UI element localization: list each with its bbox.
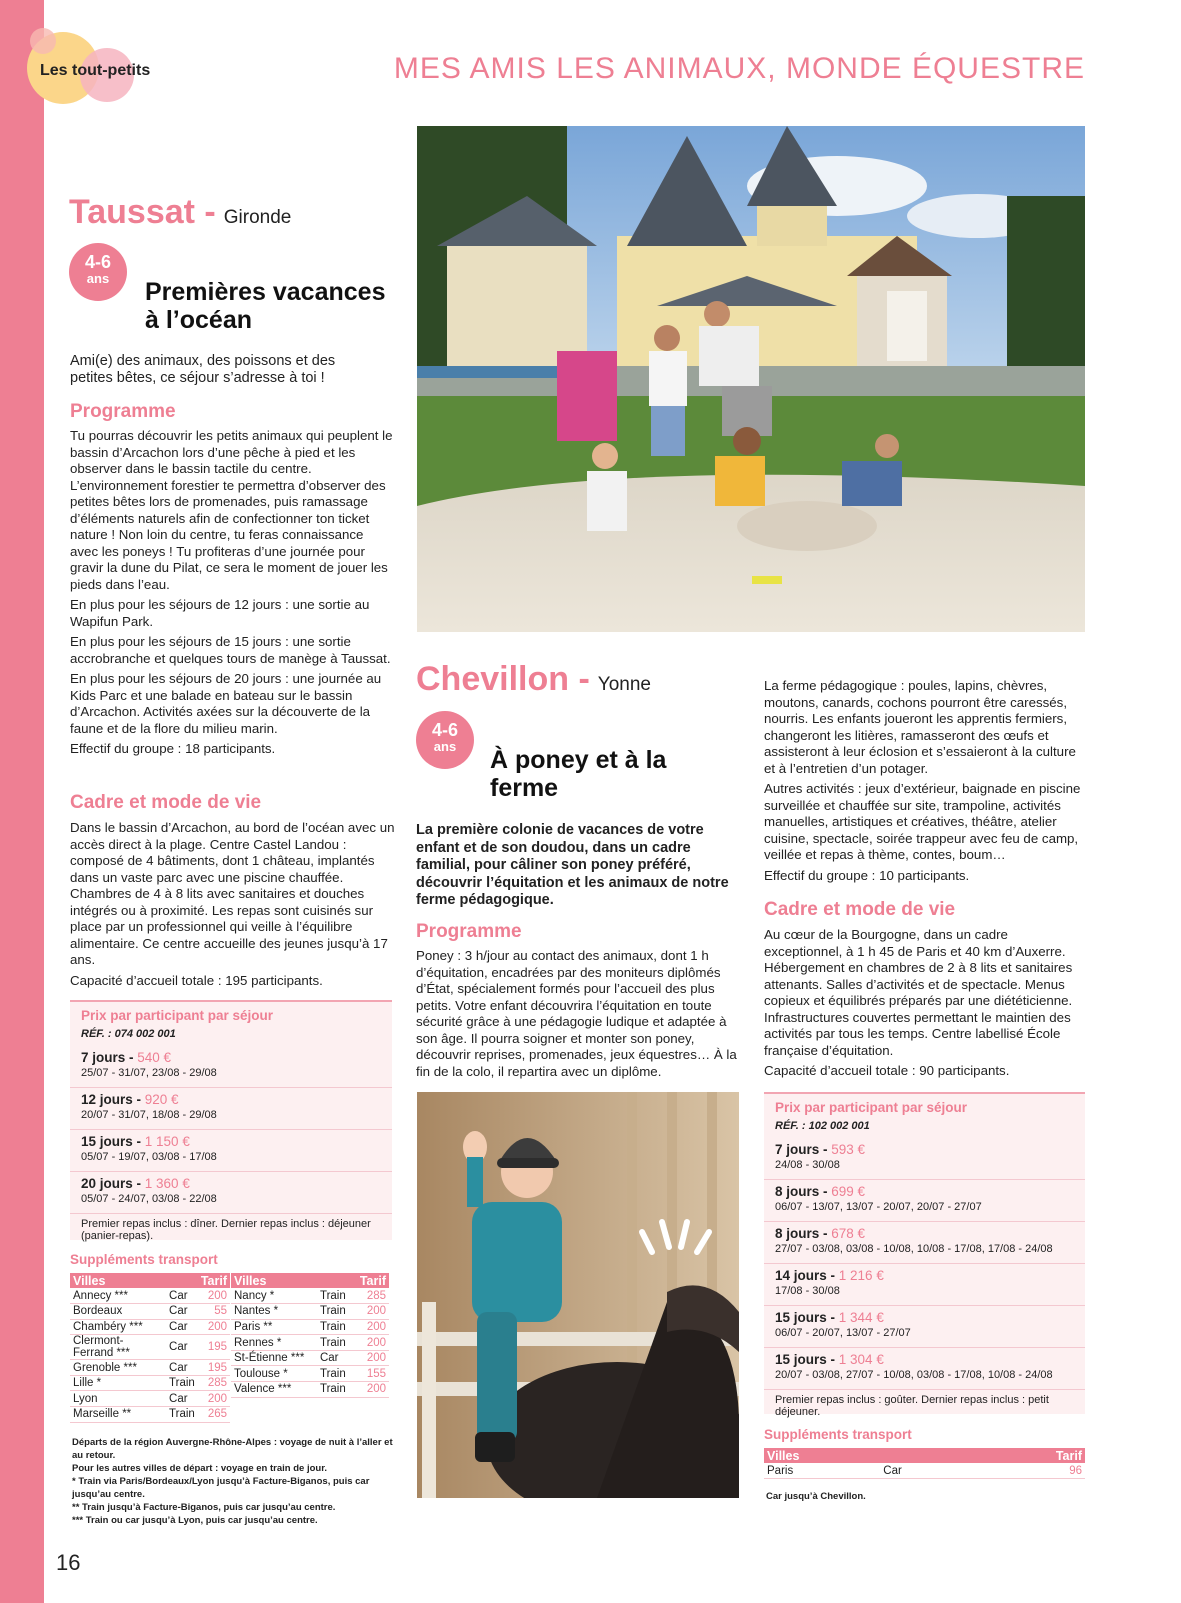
transport-row	[231, 1319, 389, 1335]
transport-row	[70, 1288, 230, 1304]
footnote: ** Train jusqu’à Facture-Biganos, puis car jusqu’au centre.	[72, 1502, 336, 1513]
transport-mode: Train	[317, 1335, 353, 1351]
age-unit: ans	[433, 739, 457, 754]
transport-price: 200	[353, 1350, 389, 1366]
dates: 06/07 - 20/07, 13/07 - 27/07	[775, 1327, 911, 1339]
transport-footnotes	[72, 1436, 402, 1527]
transport-row	[70, 1360, 230, 1376]
transport-city: Grenoble ***	[70, 1360, 166, 1376]
transport-city: Marseille **	[70, 1407, 166, 1423]
region-name: Yonne	[597, 674, 651, 695]
transport-row	[231, 1304, 389, 1320]
chevillon-activities-text	[764, 678, 1086, 888]
price-row	[764, 1138, 1085, 1180]
transport-city: Paris **	[231, 1319, 317, 1335]
price-row	[70, 1046, 392, 1088]
taussat-cadre-heading: Cadre et mode de vie	[70, 792, 262, 813]
transport-price: 200	[353, 1335, 389, 1351]
transport-price: 96	[969, 1463, 1085, 1479]
transport-mode: Car	[166, 1304, 198, 1320]
transport-mode: Train	[166, 1407, 198, 1423]
transport-price: 55	[198, 1304, 230, 1320]
chevillon-town-title	[416, 660, 651, 699]
transport-mode: Car	[166, 1319, 198, 1335]
transport-price: 195	[198, 1360, 230, 1376]
transport-price: 285	[353, 1288, 389, 1304]
transport-row	[231, 1350, 389, 1366]
page-number: 16	[56, 1550, 81, 1575]
meal-note: Premier repas inclus : goûter. Dernier repas inclus : petit déjeuner.	[775, 1394, 1049, 1418]
transport-price: 200	[353, 1319, 389, 1335]
footnote: *** Train ou car jusqu’à Lyon, puis car jusqu’au centre.	[72, 1515, 318, 1526]
farm-paragraph: La ferme pédagogique : poules, lapins, chèvres, moutons, canards, cochons pourront être caressés, nourris. Les enfants joueront les apprentis fermiers, changeront les litières, ramasseront des œufs et assisteront à leur éclosion et s’essaieront à la culture et à l’entretien d’un potager.	[764, 678, 1076, 776]
footnote: Pour les autres villes de départ : voyage en train de jour.	[72, 1463, 328, 1474]
taussat-transport-heading: Suppléments transport	[70, 1252, 218, 1267]
transport-table-right	[231, 1273, 389, 1398]
age-range: 4-6	[84, 252, 111, 272]
transport-row	[70, 1304, 230, 1320]
transport-price: 155	[353, 1366, 389, 1382]
transport-row	[70, 1407, 230, 1423]
price: 593 €	[831, 1142, 866, 1157]
transport-city: Lyon	[70, 1391, 166, 1407]
dates: 17/08 - 30/08	[775, 1285, 840, 1297]
transport-row	[231, 1335, 389, 1351]
transport-row	[231, 1382, 389, 1398]
photo-children-castle	[417, 126, 1085, 632]
col-city: Villes	[764, 1448, 969, 1463]
price: 699 €	[831, 1184, 866, 1199]
transport-row	[231, 1288, 389, 1304]
duration: 8 jours -	[775, 1226, 832, 1241]
chevillon-programme-heading: Programme	[416, 921, 522, 942]
col-price: Tarif	[198, 1273, 230, 1288]
transport-mode: Car	[166, 1288, 198, 1304]
age-range: 4-6	[431, 720, 458, 740]
price-row	[70, 1130, 392, 1172]
taussat-town-title	[69, 193, 291, 232]
price-ref: RÉF. : 102 002 001	[775, 1120, 870, 1132]
price-row	[70, 1088, 392, 1130]
duration: 20 jours -	[81, 1176, 145, 1191]
duration: 7 jours -	[81, 1050, 138, 1065]
transport-row	[70, 1391, 230, 1407]
decorative-bubble	[30, 28, 56, 54]
col-city: Villes	[231, 1273, 353, 1288]
dates: 24/08 - 30/08	[775, 1159, 840, 1171]
dates: 05/07 - 24/07, 03/08 - 22/08	[81, 1193, 217, 1205]
chevillon-intro: La première colonie de vacances de votre enfant et de son doudou, dans un cadre familial, pour câliner son poney préféré, découvrir l’équitation et les animaux de notre ferme pédagogique.	[416, 822, 729, 908]
dates: 27/07 - 03/08, 03/08 - 10/08, 10/08 - 17/08, 17/08 - 24/08	[775, 1243, 1053, 1255]
group-size: Effectif du groupe : 10 participants.	[764, 867, 970, 883]
transport-row	[764, 1463, 1085, 1479]
transport-city: Annecy ***	[70, 1288, 166, 1304]
price: 540 €	[137, 1050, 172, 1065]
duration: 12 jours -	[81, 1092, 145, 1107]
taussat-cadre-text	[70, 820, 395, 993]
dates: 05/07 - 19/07, 03/08 - 17/08	[81, 1151, 217, 1163]
transport-mode: Train	[317, 1366, 353, 1382]
dates: 06/07 - 13/07, 13/07 - 20/07, 20/07 - 27/07	[775, 1201, 982, 1213]
photo-children-castle-illustration	[417, 126, 1085, 632]
duration: 8 jours -	[775, 1184, 832, 1199]
programme-paragraph: En plus pour les séjours de 20 jours : une journée au Kids Parc et une balade en bateau sur le bassin d’Arcachon. Activités axées sur la découverte de la faune et de la flore du milieu marin.	[70, 671, 382, 736]
meal-note: Premier repas inclus : dîner. Dernier repas inclus : déjeuner (panier-repas).	[81, 1218, 371, 1242]
chevillon-transport-heading: Suppléments transport	[764, 1427, 912, 1442]
price-row	[764, 1264, 1085, 1306]
transport-city: Valence ***	[231, 1382, 317, 1398]
price-ref: RÉF. : 074 002 001	[81, 1028, 176, 1040]
transport-price: 195	[198, 1335, 230, 1360]
transport-mode: Car	[166, 1360, 198, 1376]
region-name: Gironde	[223, 207, 292, 228]
age-badge	[416, 711, 474, 769]
price: 1 150 €	[144, 1134, 190, 1149]
transport-city: Chambéry ***	[70, 1319, 166, 1335]
transport-city: Nancy *	[231, 1288, 317, 1304]
transport-price: 285	[198, 1375, 230, 1391]
transport-table-left	[70, 1273, 230, 1423]
transport-row	[70, 1375, 230, 1391]
transport-price: 200	[353, 1382, 389, 1398]
dates: 25/07 - 31/07, 23/08 - 29/08	[81, 1067, 217, 1079]
page-title: MES AMIS LES ANIMAUX, MONDE ÉQUESTRE	[393, 52, 1085, 85]
dates: 20/07 - 31/07, 18/08 - 29/08	[81, 1109, 217, 1121]
transport-city: Nantes *	[231, 1304, 317, 1320]
chevillon-programme-text: Poney : 3 h/jour au contact des animaux, dont 1 h d’équitation, encadrées par des moniteurs diplômés d’État, spécialement formés pour l’accueil des plus petits. Votre enfant découvrira l’équitation en toute sécurité grâce à une pédagogie ludique et adaptée à son âge. Il pourra soigner et monter son poney, découvrir reprises, promenades, jeux équestres… À la fin de la colo, il repartira avec un diplôme.	[416, 948, 737, 1079]
activities-paragraph: Autres activités : jeux d’extérieur, baignade en piscine surveillée et chauffée sur site, trampoline, activités manuelles, artistiques et créatives, théâtre, atelier cuisine, spectacle, soirée trappeur avec feu de camp, veillée et repas à thème, contes, boum…	[764, 781, 1081, 862]
chevillon-cadre-heading: Cadre et mode de vie	[764, 899, 956, 920]
transport-mode: Car	[880, 1463, 969, 1479]
programme-paragraph: En plus pour les séjours de 15 jours : une sortie accrobranche et quelques tours de manège à Taussat.	[70, 634, 391, 666]
transport-mode: Train	[317, 1382, 353, 1398]
town-name: Chevillon -	[416, 660, 590, 698]
duration: 15 jours -	[81, 1134, 145, 1149]
transport-price: 265	[198, 1407, 230, 1423]
price-title: Prix par participant par séjour	[81, 1008, 274, 1023]
age-badge	[69, 243, 127, 301]
capacity: Capacité d’accueil totale : 90 participants.	[764, 1063, 1010, 1078]
price: 1 304 €	[838, 1352, 884, 1367]
transport-mode: Car	[317, 1350, 353, 1366]
price-row	[764, 1180, 1085, 1222]
price-row	[764, 1222, 1085, 1264]
taussat-programme-heading: Programme	[70, 401, 176, 422]
category-label: Les tout-petits	[40, 62, 151, 79]
duration: 14 jours -	[775, 1268, 839, 1283]
duration: 15 jours -	[775, 1352, 839, 1367]
col-price: Tarif	[969, 1448, 1085, 1463]
price-row	[70, 1172, 392, 1214]
cadre-paragraph: Au cœur de la Bourgogne, dans un cadre exceptionnel, à 1 h 45 de Paris et 40 km d’Auxerre. Hébergement en chambres de 2 à 8 lits et sanitaires attenants. Salles d’activités et de spectacle. Menus copieux et équilibrés préparés par une diététicienne. Infrastructures couvertes permettant le maintien des activités par tous les temps. Centre labellisé École française d’équitation.	[764, 927, 1073, 1058]
transport-row	[70, 1319, 230, 1335]
chevillon-cadre-text	[764, 927, 1086, 1084]
taussat-intro: Ami(e) des animaux, des poissons et des petites bêtes, ce séjour s’adresse à toi !	[70, 353, 336, 386]
transport-city: Clermont-Ferrand ***	[70, 1335, 166, 1360]
price: 920 €	[144, 1092, 179, 1107]
chevillon-subtitle: À poney et à la ferme	[490, 746, 667, 802]
transport-mode: Car	[166, 1391, 198, 1407]
transport-price: 200	[198, 1319, 230, 1335]
price: 1 216 €	[838, 1268, 884, 1283]
transport-city: Toulouse *	[231, 1366, 317, 1382]
footnote: * Train via Paris/Bordeaux/Lyon jusqu’à Facture-Biganos, puis car jusqu’au centre.	[72, 1476, 370, 1500]
price-row	[764, 1348, 1085, 1390]
chevillon-transport-note: Car jusqu’à Chevillon.	[766, 1491, 866, 1502]
taussat-price-box	[70, 1000, 392, 1240]
transport-mode: Train	[317, 1304, 353, 1320]
chevillon-transport-table	[764, 1448, 1085, 1479]
col-price: Tarif	[353, 1273, 389, 1288]
chevillon-price-box	[764, 1092, 1085, 1418]
page-sidebar-stripe	[0, 0, 44, 1603]
transport-mode: Car	[166, 1335, 198, 1360]
taussat-programme-text	[70, 428, 395, 762]
duration: 7 jours -	[775, 1142, 832, 1157]
capacity: Capacité d’accueil totale : 195 participants.	[70, 972, 323, 988]
transport-row	[70, 1335, 230, 1360]
programme-paragraph: Tu pourras découvrir les petits animaux qui peuplent le bassin d’Arcachon lors d’une pêche à pied et les observer dans le bassin tactile du centre. L’environnement forestier te permettra d’observer des petites bêtes lors de promenades, puis ramassage d’éléments naturels afin de confectionner ton ticket nature ! Non loin du centre, tu feras connaissance avec les poneys ! Tu profiteras d’une journée pour gravir la dune du Pilat, ce sera le moment de jouer les pieds dans l’eau.	[70, 428, 393, 592]
age-unit: ans	[86, 271, 110, 286]
photo-child-on-pony-illustration	[417, 1092, 739, 1498]
transport-mode: Train	[317, 1319, 353, 1335]
price: 678 €	[831, 1226, 866, 1241]
town-name: Taussat -	[69, 193, 216, 231]
price: 1 344 €	[838, 1310, 884, 1325]
transport-mode: Train	[166, 1375, 198, 1391]
price-row	[764, 1306, 1085, 1348]
price: 1 360 €	[144, 1176, 190, 1191]
transport-city: Lille *	[70, 1375, 166, 1391]
transport-price: 200	[198, 1391, 230, 1407]
taussat-subtitle: Premières vacances à l’océan	[145, 278, 386, 334]
transport-mode: Train	[317, 1288, 353, 1304]
col-city: Villes	[70, 1273, 198, 1288]
duration: 15 jours -	[775, 1310, 839, 1325]
group-size: Effectif du groupe : 18 participants.	[70, 741, 276, 756]
transport-price: 200	[353, 1304, 389, 1320]
programme-paragraph: En plus pour les séjours de 12 jours : une sortie au Wapifun Park.	[70, 597, 370, 629]
transport-city: Rennes *	[231, 1335, 317, 1351]
footnote: Départs de la région Auvergne-Rhône-Alpes : voyage de nuit à l’aller et au retour.	[72, 1437, 393, 1461]
photo-child-on-pony	[417, 1092, 739, 1498]
cadre-paragraph: Dans le bassin d’Arcachon, au bord de l’océan avec un accès direct à la plage. Centre Castel Landou : composé de 4 bâtiments, dont 1 château, implantés dans un vaste parc avec une piscine chauffée. Chambres de 4 à 8 lits avec sanitaires et douches intégrés ou à proximité. Les repas sont cuisinés sur place par un professionnel qui veille à l’équilibre alimentaire. Ce centre accueille des jeunes jusqu’à 17 ans.	[70, 820, 395, 967]
transport-price: 200	[198, 1288, 230, 1304]
transport-row	[231, 1366, 389, 1382]
transport-city: St-Étienne ***	[231, 1350, 317, 1366]
price-title: Prix par participant par séjour	[775, 1100, 968, 1115]
dates: 20/07 - 03/08, 27/07 - 10/08, 03/08 - 17/08, 10/08 - 24/08	[775, 1369, 1053, 1381]
transport-city: Paris	[764, 1463, 880, 1479]
transport-city: Bordeaux	[70, 1304, 166, 1320]
